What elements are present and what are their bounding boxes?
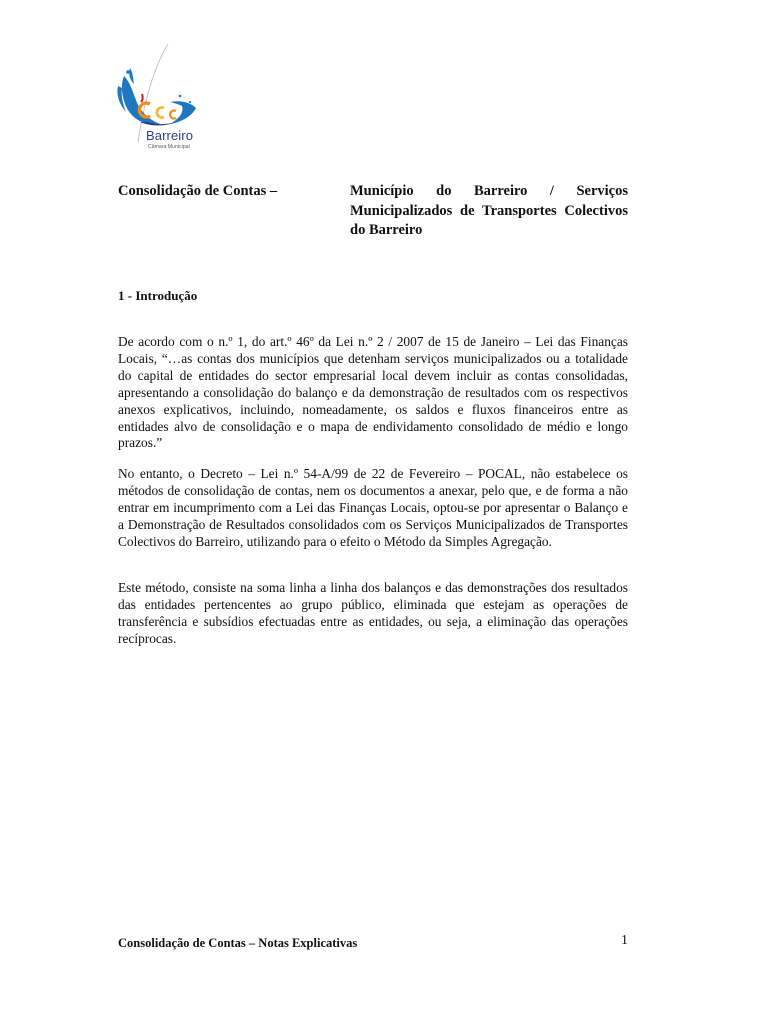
barreiro-logo <box>110 42 206 154</box>
logo-name: Barreiro <box>146 128 194 143</box>
title-left: Consolidação de Contas – <box>118 183 278 199</box>
paragraph-intro: De acordo com o n.º 1, do art.º 46º da Lei n.º 2 / 2007 de 15 de Janeiro – Lei das Finanças Locais, “…as contas dos municípios que detenham serviços municipalizados ou a totalidade do capital de entidades do sector empresarial local devem incluir as contas consolidadas, apresentando a consolidação do balanço e da demonstração de resultados com os respectivos anexos explicativos, incluindo, nomeadamente, os saldos e fluxos financeiros entre as entidades alvo de consolidação e o mapa de endividamento consolidado de médio e longo prazos.” <box>118 334 628 451</box>
paragraph-method: Este método, consiste na soma linha a linha dos balanços e das demonstrações dos resultados das entidades pertencentes ao grupo público, eliminada que estejam as operações de transferência e subsídios efectuadas entre as entidades, ou seja, a eliminação das operações recíprocas. <box>118 580 628 646</box>
footer-title: Consolidação de Contas – Notas Explicativas <box>118 936 358 950</box>
page-number: 1 <box>621 933 628 948</box>
paragraph-pocal: No entanto, o Decreto – Lei n.º 54-A/99 de 22 de Fevereiro – POCAL, não estabelece os métodos de consolidação de contas, nem os documentos a anexar, pelo que, e de forma a não entrar em incumprimento com a Lei das Finanças Locais, optou-se por apresentar o Balanço e a Demonstração de Resultados consolidados com os Serviços Municipalizados de Transportes Colectivos do Barreiro, utilizando para o efeito o Método da Simples Agregação. <box>118 466 628 549</box>
logo-subtitle: Câmara Municipal <box>148 144 190 150</box>
section-heading: 1 - Introdução <box>118 288 198 303</box>
title-right: Município do Barreiro / Serviços Municipalizados de Transportes Colectivos do Barreiro <box>350 183 628 238</box>
document-title <box>118 182 628 242</box>
